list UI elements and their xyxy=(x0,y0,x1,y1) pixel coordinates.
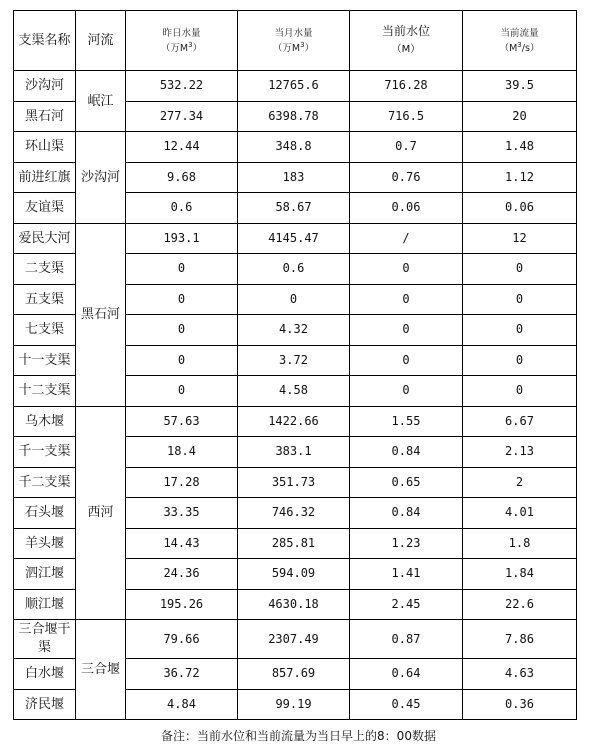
water-level-cell: 0 xyxy=(350,284,463,315)
month-volume-cell: 348.8 xyxy=(238,132,350,163)
river-name-cell: 西河 xyxy=(76,406,126,620)
header-yesterday-unit-post: ） xyxy=(192,42,203,54)
branch-name-cell: 友谊渠 xyxy=(14,193,76,224)
header-yesterday-title: 昨日水量 xyxy=(162,27,201,39)
header-flow-unit-post: /s） xyxy=(521,42,540,54)
yesterday-volume-cell: 193.1 xyxy=(126,223,238,254)
river-name-cell: 岷江 xyxy=(76,71,126,132)
month-volume-cell: 3.72 xyxy=(238,345,350,376)
branch-name-cell: 前进红旗 xyxy=(14,162,76,193)
branch-name-cell: 千二支渠 xyxy=(14,467,76,498)
flow-cell: 0 xyxy=(463,376,577,407)
month-volume-cell: 4630.18 xyxy=(238,589,350,620)
flow-cell: 7.86 xyxy=(463,620,577,659)
yesterday-volume-cell: 0 xyxy=(126,315,238,346)
flow-cell: 20 xyxy=(463,101,577,132)
month-volume-cell: 0.6 xyxy=(238,254,350,285)
yesterday-volume-cell: 79.66 xyxy=(126,620,238,659)
header-flow-title: 当前流量 xyxy=(500,27,539,39)
flow-cell: 4.63 xyxy=(463,659,577,690)
flow-cell: 0 xyxy=(463,345,577,376)
water-level-cell: 0.45 xyxy=(350,689,463,720)
water-level-cell: 0 xyxy=(350,376,463,407)
flow-cell: 1.12 xyxy=(463,162,577,193)
branch-name-cell: 千一支渠 xyxy=(14,437,76,468)
branch-name-cell: 济民堰 xyxy=(14,689,76,720)
branch-name-cell: 乌木堰 xyxy=(14,406,76,437)
river-name-cell: 三合堰 xyxy=(76,620,126,720)
header-yesterday-volume xyxy=(126,11,238,71)
branch-name-cell: 七支渠 xyxy=(14,315,76,346)
branch-name-cell: 白水堰 xyxy=(14,659,76,690)
yesterday-volume-cell: 0.6 xyxy=(126,193,238,224)
water-data-table xyxy=(13,10,577,720)
month-volume-cell: 857.69 xyxy=(238,659,350,690)
flow-cell: 22.6 xyxy=(463,589,577,620)
branch-name-cell: 十一支渠 xyxy=(14,345,76,376)
flow-cell: 0 xyxy=(463,254,577,285)
month-volume-cell: 1422.66 xyxy=(238,406,350,437)
flow-cell: 6.67 xyxy=(463,406,577,437)
header-month-volume xyxy=(238,11,350,71)
header-month-title: 当月水量 xyxy=(274,27,313,39)
water-level-cell: 0.7 xyxy=(350,132,463,163)
month-volume-cell: 285.81 xyxy=(238,528,350,559)
yesterday-volume-cell: 12.44 xyxy=(126,132,238,163)
header-yesterday-unit-pre: （万M xyxy=(160,42,189,54)
flow-cell: 1.84 xyxy=(463,559,577,590)
branch-name-cell: 三合堰干渠 xyxy=(14,620,76,659)
month-volume-cell: 383.1 xyxy=(238,437,350,468)
yesterday-volume-cell: 36.72 xyxy=(126,659,238,690)
header-yesterday-unit-sup: 3 xyxy=(188,40,193,49)
flow-cell: 4.01 xyxy=(463,498,577,529)
water-level-cell: 0.87 xyxy=(350,620,463,659)
yesterday-volume-cell: 0 xyxy=(126,345,238,376)
branch-name-cell: 十二支渠 xyxy=(14,376,76,407)
table-row xyxy=(14,223,577,254)
water-level-cell: 1.23 xyxy=(350,528,463,559)
header-level-unit: （M） xyxy=(391,44,421,55)
yesterday-volume-cell: 0 xyxy=(126,376,238,407)
month-volume-cell: 594.09 xyxy=(238,559,350,590)
header-row xyxy=(14,11,577,71)
header-river: 河流 xyxy=(76,11,126,71)
yesterday-volume-cell: 0 xyxy=(126,254,238,285)
flow-cell: 12 xyxy=(463,223,577,254)
flow-cell: 0.36 xyxy=(463,689,577,720)
month-volume-cell: 746.32 xyxy=(238,498,350,529)
header-month-unit-sup: 3 xyxy=(300,40,305,49)
water-level-cell: 0 xyxy=(350,345,463,376)
header-month-unit-pre: （万M xyxy=(272,42,301,54)
header-water-level xyxy=(350,11,463,71)
water-level-cell: 0 xyxy=(350,254,463,285)
branch-name-cell: 顺江堰 xyxy=(14,589,76,620)
table-row xyxy=(14,620,577,659)
table-row xyxy=(14,71,577,102)
header-month-unit-post: ） xyxy=(304,42,315,54)
water-level-cell: 716.5 xyxy=(350,101,463,132)
water-level-cell: / xyxy=(350,223,463,254)
flow-cell: 0 xyxy=(463,284,577,315)
table-body xyxy=(14,71,577,720)
yesterday-volume-cell: 532.22 xyxy=(126,71,238,102)
water-level-cell: 0.06 xyxy=(350,193,463,224)
yesterday-volume-cell: 24.36 xyxy=(126,559,238,590)
yesterday-volume-cell: 4.84 xyxy=(126,689,238,720)
water-level-cell: 1.41 xyxy=(350,559,463,590)
month-volume-cell: 6398.78 xyxy=(238,101,350,132)
yesterday-volume-cell: 17.28 xyxy=(126,467,238,498)
flow-cell: 1.8 xyxy=(463,528,577,559)
flow-cell: 1.48 xyxy=(463,132,577,163)
yesterday-volume-cell: 195.26 xyxy=(126,589,238,620)
month-volume-cell: 4145.47 xyxy=(238,223,350,254)
month-volume-cell: 4.32 xyxy=(238,315,350,346)
month-volume-cell: 12765.6 xyxy=(238,71,350,102)
flow-cell: 2 xyxy=(463,467,577,498)
river-name-cell: 黑石河 xyxy=(76,223,126,406)
month-volume-cell: 0 xyxy=(238,284,350,315)
water-level-cell: 0 xyxy=(350,315,463,346)
header-branch-name: 支渠名称 xyxy=(14,11,76,71)
yesterday-volume-cell: 9.68 xyxy=(126,162,238,193)
header-level-title: 当前水位 xyxy=(381,24,430,38)
flow-cell: 0 xyxy=(463,315,577,346)
table-row xyxy=(14,406,577,437)
header-flow-unit-sup: 3 xyxy=(517,40,522,49)
branch-name-cell: 沙沟河 xyxy=(14,71,76,102)
branch-name-cell: 羊头堰 xyxy=(14,528,76,559)
yesterday-volume-cell: 0 xyxy=(126,284,238,315)
month-volume-cell: 2307.49 xyxy=(238,620,350,659)
branch-name-cell: 二支渠 xyxy=(14,254,76,285)
month-volume-cell: 99.19 xyxy=(238,689,350,720)
month-volume-cell: 183 xyxy=(238,162,350,193)
yesterday-volume-cell: 18.4 xyxy=(126,437,238,468)
yesterday-volume-cell: 33.35 xyxy=(126,498,238,529)
month-volume-cell: 351.73 xyxy=(238,467,350,498)
flow-cell: 0.06 xyxy=(463,193,577,224)
water-level-cell: 0.84 xyxy=(350,437,463,468)
water-level-cell: 0.76 xyxy=(350,162,463,193)
flow-cell: 39.5 xyxy=(463,71,577,102)
water-level-cell: 2.45 xyxy=(350,589,463,620)
water-level-cell: 716.28 xyxy=(350,71,463,102)
month-volume-cell: 4.58 xyxy=(238,376,350,407)
branch-name-cell: 爱民大河 xyxy=(14,223,76,254)
water-level-cell: 0.65 xyxy=(350,467,463,498)
table-row xyxy=(14,132,577,163)
water-level-cell: 0.64 xyxy=(350,659,463,690)
branch-name-cell: 泗江堰 xyxy=(14,559,76,590)
yesterday-volume-cell: 14.43 xyxy=(126,528,238,559)
branch-name-cell: 环山渠 xyxy=(14,132,76,163)
footnote: 备注：当前水位和当前流量为当日早上的8：00数据 xyxy=(161,729,436,743)
river-name-cell: 沙沟河 xyxy=(76,132,126,224)
branch-name-cell: 五支渠 xyxy=(14,284,76,315)
branch-name-cell: 黑石河 xyxy=(14,101,76,132)
header-flow-unit-pre: （M xyxy=(499,42,518,54)
month-volume-cell: 58.67 xyxy=(238,193,350,224)
yesterday-volume-cell: 277.34 xyxy=(126,101,238,132)
water-level-cell: 0.84 xyxy=(350,498,463,529)
branch-name-cell: 石头堰 xyxy=(14,498,76,529)
water-level-cell: 1.55 xyxy=(350,406,463,437)
yesterday-volume-cell: 57.63 xyxy=(126,406,238,437)
header-flow xyxy=(463,11,577,71)
flow-cell: 2.13 xyxy=(463,437,577,468)
